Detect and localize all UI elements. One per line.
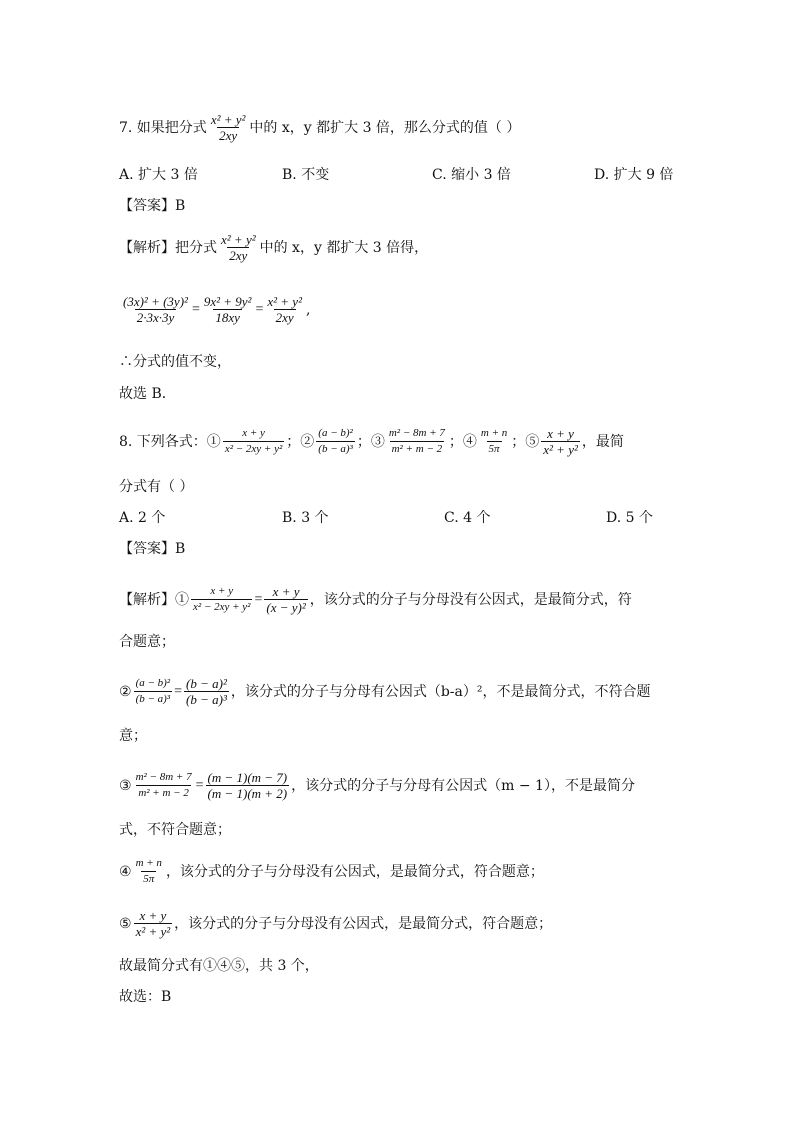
- q8-option-d: D. 5 个: [606, 510, 653, 526]
- q8-answer: 【答案】B: [119, 541, 186, 557]
- q8-a1-prefix: 【解析】①: [119, 591, 189, 608]
- q8-prefix: 8. 下列各式：①: [119, 433, 221, 450]
- q8-a1-rhs-den: (x − y)²: [266, 600, 306, 615]
- q8-a1-lhs-den: x² − 2xy + y²: [193, 601, 251, 613]
- q7-analysis-suffix: 中的 x，y 都扩大 3 倍得，: [259, 239, 429, 256]
- q7-analysis-fraction: [219, 232, 258, 263]
- q7-option-a: A. 扩大 3 倍: [119, 167, 198, 183]
- separator: ；⑤: [511, 433, 540, 450]
- q8-f3-num: m² − 8m + 7: [388, 427, 445, 439]
- q8-f2: [316, 426, 355, 457]
- q7-analysis: [119, 232, 428, 263]
- q8-a3-lhs: [134, 770, 194, 801]
- equals-sign: =: [195, 777, 204, 793]
- q8-a5-text: ，该分式的分子与分母没有公因式，是最简分式，符合题意；: [174, 915, 553, 932]
- q8-analysis-4: [119, 856, 544, 887]
- separator: ；③: [356, 433, 385, 450]
- q7-eq-frac-3: [265, 294, 304, 325]
- q8-stem: [119, 426, 624, 457]
- q7-eq2-den: 18xy: [215, 310, 240, 325]
- q7-option-d: D. 扩大 9 倍: [594, 167, 674, 183]
- q7-suffix: 中的 x，y 都扩大 3 倍，那么分式的值（ ）: [249, 119, 521, 136]
- q7-eq1-den: 2·3x·3y: [136, 310, 175, 325]
- q8-a4-frac: [134, 856, 164, 887]
- q8-option-c: C. 4 个: [444, 510, 491, 526]
- q7-frac-num: x² + y²: [210, 112, 246, 127]
- q8-a4-den: 5π: [143, 873, 155, 885]
- q8-f2-num: (a − b)²: [318, 427, 353, 439]
- q8-a2-lhs-den: (b − a)³: [135, 693, 171, 705]
- q8-f4: [479, 426, 509, 457]
- q8-a4-text: ，该分式的分子与分母没有公因式，是最简分式，符合题意；: [165, 863, 544, 880]
- q7-eq2-num: 9x² + 9y²: [203, 294, 252, 309]
- q7-stem: [119, 112, 520, 143]
- comma: ,: [305, 301, 311, 318]
- q8-a2-rhs-den: (b − a)³: [186, 692, 227, 707]
- q8-analysis-5: [119, 908, 552, 939]
- q8-a3-rhs-den: (m − 1)(m + 2): [207, 786, 288, 801]
- q7-analysis-frac-den: 2xy: [229, 248, 248, 263]
- q7-frac-den: 2xy: [219, 128, 238, 143]
- equals-sign: =: [191, 301, 200, 317]
- q8-f1-den: x² − 2xy + y²: [224, 443, 283, 455]
- q8-a3-text2: 式，不符合题意；: [119, 822, 231, 838]
- q8-a4-prefix: ④: [119, 863, 132, 880]
- q7-prefix: 7. 如果把分式: [119, 119, 207, 136]
- q7-fraction: [209, 112, 248, 143]
- q8-a5-den: x² + y²: [135, 924, 171, 939]
- equals-sign: =: [174, 683, 183, 699]
- q8-a2-rhs: [184, 676, 229, 707]
- q8-f3: [387, 426, 447, 457]
- q8-f2-den: (b − a)³: [318, 443, 353, 455]
- q7-answer: 【答案】B: [119, 198, 186, 214]
- q8-final: 故选：B: [119, 989, 172, 1005]
- q7-eq3-num: x² + y²: [267, 294, 302, 309]
- q8-a1-text2: 合题意；: [119, 634, 175, 650]
- q8-a5-num: x + y: [139, 908, 167, 923]
- q8-a5-prefix: ⑤: [119, 915, 132, 932]
- equals-sign: =: [254, 591, 263, 607]
- separator: ；④: [448, 433, 477, 450]
- q8-option-b: B. 3 个: [282, 510, 329, 526]
- q7-option-b: B. 不变: [282, 167, 330, 183]
- q8-a1-text: ，该分式的分子与分母没有公因式，是最简分式，符: [309, 591, 632, 608]
- equals-sign: =: [255, 301, 264, 317]
- q8-a5-frac: [134, 908, 173, 939]
- q8-f1-num: x + y: [242, 427, 265, 439]
- q8-a2-text2: 意；: [119, 728, 147, 744]
- q8-a2-prefix: ②: [119, 683, 132, 700]
- q8-a4-num: m + n: [135, 857, 162, 869]
- q8-summary: 故最简分式有①④⑤，共 3 个，: [119, 958, 319, 974]
- q8-analysis-3: [119, 770, 635, 801]
- q8-option-a: A. 2 个: [119, 510, 166, 526]
- q7-final: 故选 B．: [119, 386, 176, 402]
- q8-f1: [223, 426, 284, 457]
- q8-a1-lhs: [191, 584, 252, 615]
- q8-f3-den: m² + m − 2: [391, 443, 443, 455]
- q8-f4-den: 5π: [488, 443, 500, 455]
- q7-option-c: C. 缩小 3 倍: [432, 167, 511, 183]
- q8-a3-lhs-den: m² + m − 2: [138, 787, 189, 799]
- q8-analysis-1: [119, 584, 632, 615]
- q8-a1-rhs-num: x + y: [272, 584, 300, 599]
- q8-line2: 分式有（ ）: [119, 479, 194, 495]
- q8-tail: ，最简: [581, 433, 624, 450]
- q8-f5-den: x² + y²: [543, 442, 578, 457]
- q8-a2-rhs-num: (b − a)²: [186, 676, 227, 691]
- q7-equation: [119, 294, 310, 325]
- q7-eq3-den: 2xy: [275, 310, 294, 325]
- separator: ；②: [286, 433, 315, 450]
- q8-a2-lhs: [134, 676, 173, 707]
- q8-a3-text: ，该分式的分子与分母有公因式（m − 1），不是最简分: [291, 777, 635, 794]
- q8-f5: [541, 426, 580, 457]
- q8-a2-lhs-num: (a − b)²: [135, 677, 171, 689]
- q8-a1-lhs-num: x + y: [210, 585, 234, 597]
- q7-analysis-frac-num: x² + y²: [221, 232, 256, 247]
- q8-a3-prefix: ③: [119, 777, 132, 794]
- q7-analysis-prefix: 【解析】把分式: [119, 239, 217, 256]
- q8-a1-rhs: [264, 584, 307, 615]
- q8-f5-num: x + y: [547, 426, 574, 441]
- q8-a3-lhs-num: m² − 8m + 7: [135, 771, 192, 783]
- q7-eq-frac-2: [202, 294, 254, 325]
- q8-a3-rhs: [206, 770, 290, 801]
- q7-eq1-num: (3x)² + (3y)²: [123, 294, 188, 309]
- q8-a2-text: ，该分式的分子与分母有公因式（b-a）²，不是最简分式，不符合题: [230, 683, 651, 700]
- q8-analysis-2: [119, 676, 651, 707]
- q7-conclusion: ∴分式的值不变，: [119, 354, 231, 370]
- q8-a3-rhs-num: (m − 1)(m − 7): [207, 770, 288, 785]
- q7-eq-frac-1: [121, 294, 190, 325]
- q8-f4-num: m + n: [480, 427, 508, 439]
